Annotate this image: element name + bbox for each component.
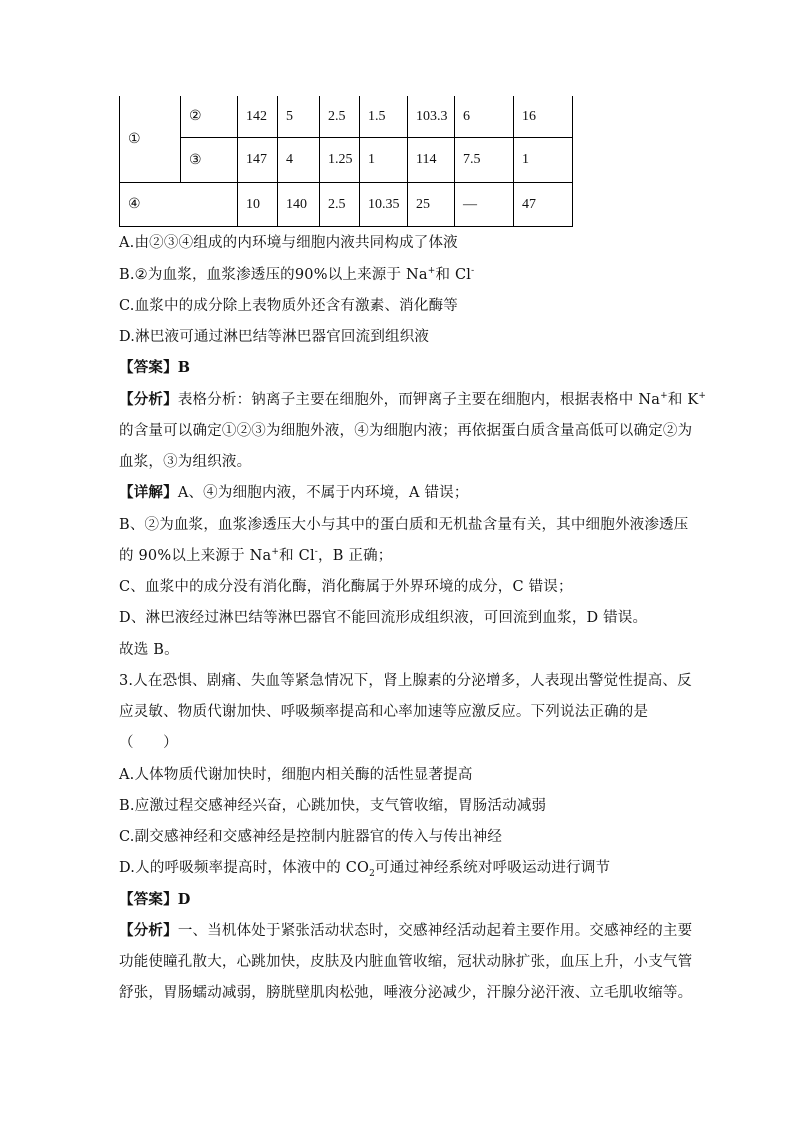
q2-option-a: A.由②③④组成的内环境与细胞内液共同构成了体液 [119,235,458,251]
q2-detail-b-line-1: B、②为血浆，血浆渗透压大小与其中的蛋白质和无机盐含量有关，其中细胞外液渗透压 [119,517,689,533]
q3-option-b: B.应激过程交感神经兴奋，心跳加快，支气管收缩，胃肠活动减弱 [119,798,547,814]
q2-analysis-line-2: 的含量可以确定①②③为细胞外液，④为细胞内液；再依据蛋白质含量高低可以确定②为 [119,423,693,439]
table-cell: 140 [278,183,320,227]
q3-analysis-line-2: 功能使瞳孔散大，心跳加快，皮肤及内脏血管收缩，冠状动脉扩张，血压上升，小支气管 [119,954,693,970]
table-cell-label: ② [181,96,238,138]
table-cell-group: ① [120,96,181,183]
table-cell: 103.3 [408,96,455,138]
table-cell: 142 [238,96,278,138]
q2-detail-d: D、淋巴液经过淋巴结等淋巴器官不能回流形成组织液，可回流到血浆，D 错误。 [119,610,648,626]
table-cell: 147 [238,138,278,183]
table-cell: 10 [238,183,278,227]
q2-detail-a: 【详解】A、④为细胞内液，不属于内环境，A 错误； [119,484,469,501]
q3-option-d: D.人的呼吸频率提高时，体液中的 $CO_2$可通过神经系统对呼吸运动进行调节 [119,860,611,879]
table-cell: 10.35 [360,183,408,227]
q3-option-a: A.人体物质代谢加快时，细胞内相关酶的活性显著提高 [119,767,473,783]
q2-option-d: D.淋巴液可通过淋巴结等淋巴器官回流到组织液 [119,329,430,345]
q3-analysis-line-1: 【分析】一、当机体处于紧张活动状态时，交感神经活动起着主要作用。交感神经的主要 [119,922,693,939]
q2-detail-b-line-2: 的 90%以上来源于 Na+和 Cl-，B 正确； [119,547,393,564]
table-cell: 25 [408,183,455,227]
table-cell: 1 [360,138,408,183]
table-row [120,183,573,227]
q3-analysis-line-3: 舒张，胃肠蠕动减弱，膀胱壁肌肉松弛，唾液分泌减少，汗腺分泌汗液、立毛肌收缩等。 [119,985,693,1001]
table-cell: 7.5 [455,138,514,183]
table-cell: 2.5 [320,96,360,138]
table-row [120,138,573,183]
table-cell: 1 [514,138,573,183]
q2-detail-c: C、血浆中的成分没有消化酶，消化酶属于外界环境的成分，C 错误； [119,579,573,595]
table-cell: 6 [455,96,514,138]
table-cell: — [455,183,514,227]
q2-option-b: B.②为血浆，血浆渗透压的90%以上来源于 Na+和 Cl- [119,266,475,283]
q2-conclusion: 故选 B。 [119,642,179,658]
table-cell: 16 [514,96,573,138]
table-cell: 5 [278,96,320,138]
table-cell: 47 [514,183,573,227]
table-cell: 4 [278,138,320,183]
table-row [120,96,573,138]
table-cell-label: ④ [120,183,238,227]
q3-answer: 【答案】D [119,891,191,908]
q3-stem-line-1: 3.人在恐惧、剧痛、失血等紧急情况下，肾上腺素的分泌增多，人表现出警觉性提高、反 [119,673,692,689]
table-cell: 1.25 [320,138,360,183]
q2-analysis-line-1: 【分析】表格分析：钠离子主要在细胞外，而钾离子主要在细胞内，根据表格中 Na+和 K+ [119,391,707,408]
ion-composition-table [119,96,573,227]
table-cell-label: ③ [181,138,238,183]
q3-option-c: C.副交感神经和交感神经是控制内脏器官的传入与传出神经 [119,829,503,845]
q3-stem-line-2: 应灵敏、物质代谢加快、呼吸频率提高和心率加速等应激反应。下列说法正确的是 [119,704,649,720]
q3-answer-blank: （ ） [119,735,178,751]
table-cell: 114 [408,138,455,183]
table-cell: 2.5 [320,183,360,227]
q2-option-c: C.血浆中的成分除上表物质外还含有激素、消化酶等 [119,298,458,314]
q2-analysis-line-3: 血浆，③为组织液。 [119,454,252,470]
q2-answer: 【答案】B [119,359,191,376]
table-cell: 1.5 [360,96,408,138]
